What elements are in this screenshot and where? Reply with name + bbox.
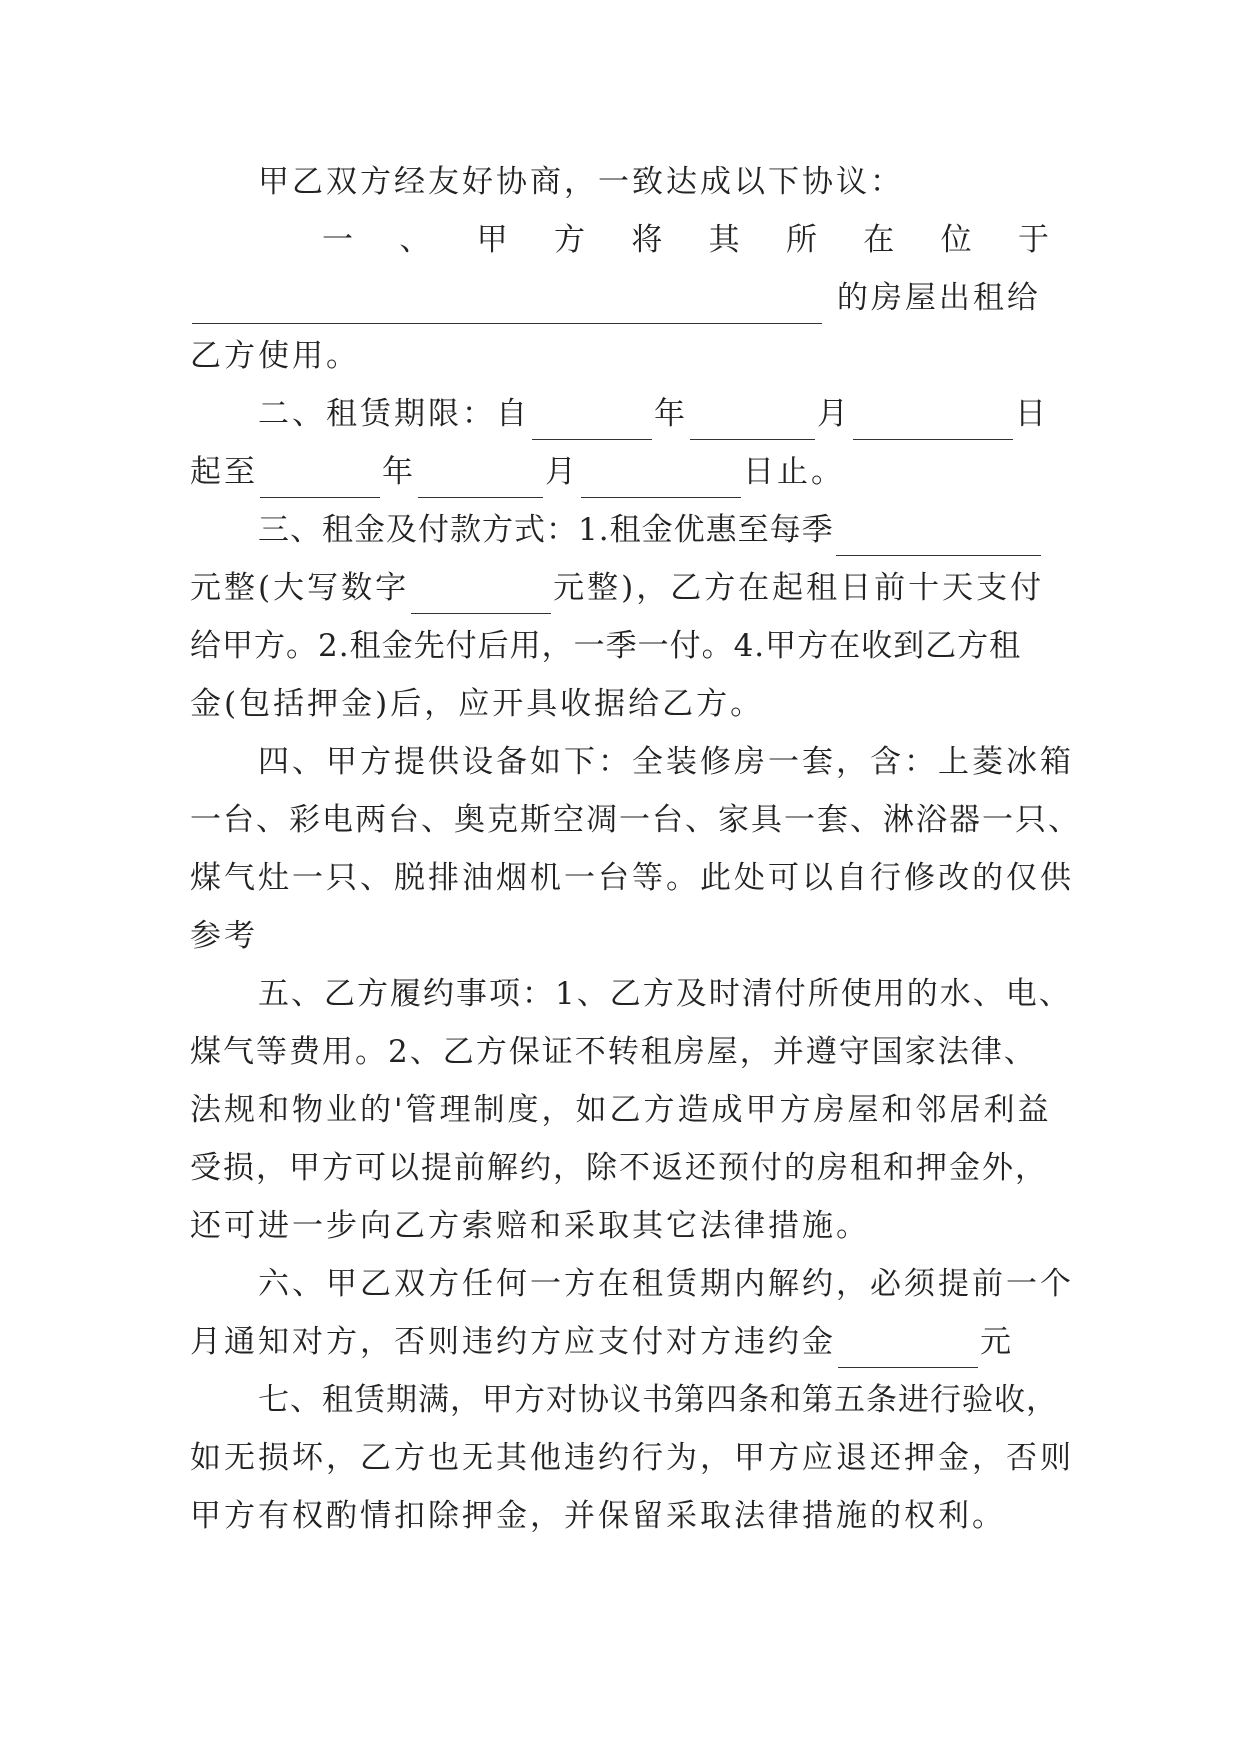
- clause-4-line-1: 四、甲方提供设备如下：全装修房一套，含：上菱冰箱: [258, 744, 1074, 780]
- clause-3-line-4: 金(包括押金)后，应开具收据给乙方。: [190, 686, 765, 722]
- clause-2-line-2: 起至 年 月 日止。: [190, 446, 1060, 498]
- clause-4-line-4: 参考: [190, 918, 258, 954]
- clause-1-line-1: 一 、 甲 方 将 其 所 在 位 于: [322, 222, 1052, 258]
- rent-in-words-blank[interactable]: [411, 579, 551, 614]
- clause-1-line-3: 乙方使用。: [190, 338, 360, 374]
- clause-5-line-5: 还可进一步向乙方索赔和采取其它法律措施。: [190, 1208, 870, 1244]
- clause-5-line-2: 煤气等费用。2、乙方保证不转租房屋，并遵守国家法律、: [190, 1034, 1037, 1070]
- clause-4-line-3: 煤气灶一只、脱排油烟机一台等。此处可以自行修改的仅供: [190, 860, 1074, 896]
- penalty-amount-blank[interactable]: [838, 1333, 978, 1368]
- clause-3-line-2: 元整(大写数字 元整)，乙方在起租日前十天支付: [190, 562, 1060, 614]
- quarterly-rent-blank[interactable]: [836, 521, 1041, 556]
- clause-4-line-2: 一台、彩电两台、奥克斯空凋一台、家具一套、淋浴器一只、: [190, 802, 1081, 838]
- clause-6-line-1: 六、甲乙双方任何一方在租赁期内解约，必须提前一个: [258, 1266, 1074, 1302]
- clause-6-line-2: 月通知对方，否则违约方应支付对方违约金 元: [190, 1316, 1060, 1368]
- clause-1-line-2: 的房屋出租给: [190, 272, 1060, 324]
- preamble-line: 甲乙双方经友好协商，一致达成以下协议：: [258, 164, 904, 200]
- start-day-blank[interactable]: [853, 405, 1013, 440]
- clause-3-line-1: 三、租金及付款方式：1.租金优惠至每季: [258, 504, 1128, 556]
- end-month-blank[interactable]: [418, 463, 543, 498]
- clause-2-line-1: 二、租赁期限：自 年 月 日: [258, 388, 1128, 440]
- end-day-blank[interactable]: [581, 463, 741, 498]
- end-year-blank[interactable]: [260, 463, 380, 498]
- clause-5-line-1: 五、乙方履约事项：1、乙方及时清付所使用的水、电、: [258, 976, 1072, 1012]
- start-month-blank[interactable]: [690, 405, 815, 440]
- clause-7-line-1: 七、租赁期满，甲方对协议书第四条和第五条进行验收，: [258, 1382, 1058, 1418]
- clause-7-line-3: 甲方有权酌情扣除押金，并保留采取法律措施的权利。: [190, 1498, 1006, 1534]
- address-blank[interactable]: [192, 289, 822, 324]
- clause-7-line-2: 如无损坏，乙方也无其他违约行为，甲方应退还押金，否则: [190, 1440, 1074, 1476]
- clause-5-line-3: 法规和物业的'管理制度，如乙方造成甲方房屋和邻居利益: [190, 1092, 1052, 1128]
- start-year-blank[interactable]: [532, 405, 652, 440]
- clause-5-line-4: 受损，甲方可以提前解约，除不返还预付的房租和押金外，: [190, 1150, 1048, 1186]
- clause-3-line-3: 给甲方。2.租金先付后用，一季一付。4.甲方在收到乙方租: [190, 628, 1022, 664]
